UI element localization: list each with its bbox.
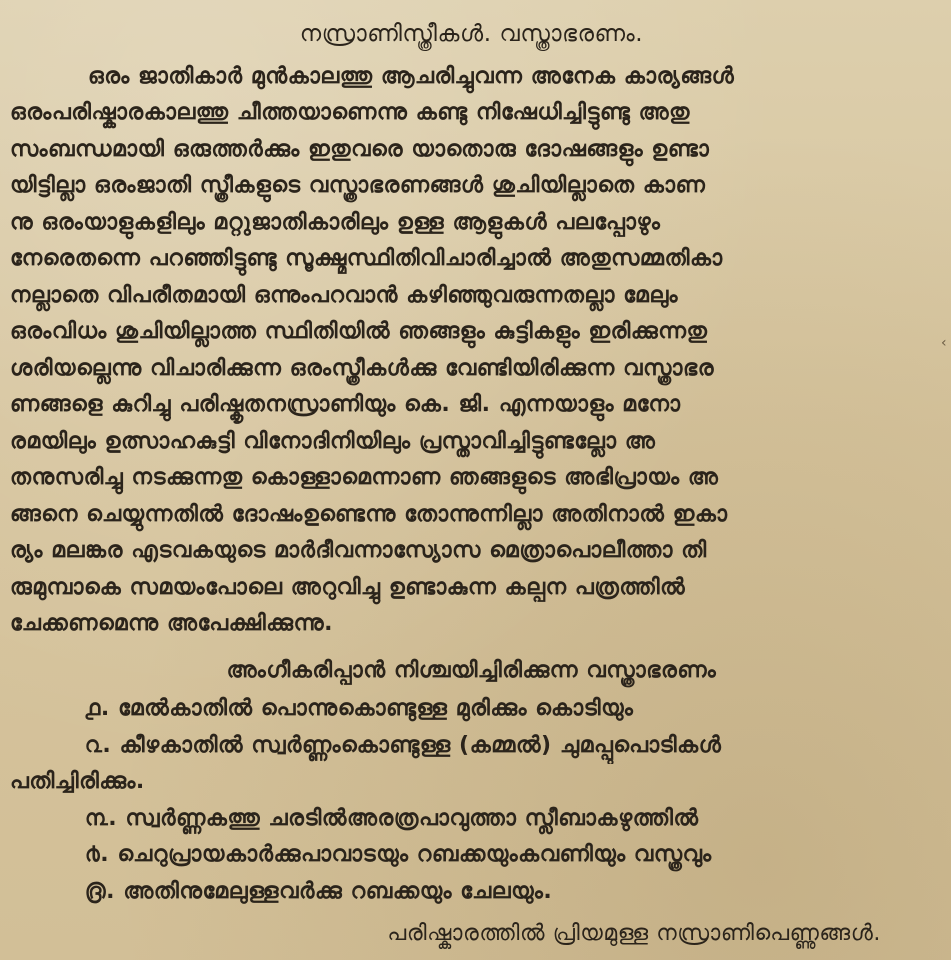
paragraph-line: ഒരംപരിഷ്കാരകാലത്തു ചീത്തയാണെന്നു കണ്ടു നിഷേധിച്ചിട്ടുണ്ടു അതു — [10, 100, 690, 125]
paragraph-line: നു ഒരംയാളുകളിലും മറ്റുജാതികാരിലും ഉള്ള ആളുകൾ പലപ്പോഴും — [10, 209, 661, 235]
document-title: നസ്രാണിസ്ത്രീകൾ. വസ്ത്രാഭരണം. — [299, 21, 644, 47]
list-item-continuation: പതിച്ചിരിക്കും. — [10, 769, 145, 794]
paragraph-line: ങ്ങനെ ചെയ്യുന്നതിൽ ദോഷംഉണ്ടെന്നു തോന്നുന്നില്ലാ അതിനാൽ ഇകാ — [10, 501, 728, 527]
paragraph-line: നല്ലാതെ വിപരീതമായി ഒന്നുംപറവാൻ കഴിഞ്ഞുവരുന്നതല്ലാ മേലും — [10, 282, 679, 308]
main-paragraph — [10, 59, 933, 643]
paragraph-line: രുമുമ്പാകെ സമയംപോലെ അറുവിച്ചു ഉണ്ടാകുന്ന കല്പന പത്രത്തിൽ — [10, 574, 686, 600]
list-item: ൩. സ്വർണ്ണകത്തു ചരടിൽഅരത്രപാവുത്താ സ്ലീബാകഴുത്തിൽ — [85, 805, 699, 831]
paragraph-line: ര്യം മലങ്കര എടവകയുടെ മാർദീവന്നാസ്യോസ മെത്രാപൊലീത്താ തി — [10, 538, 707, 563]
list-item: ൪. ചെറുപ്രായകാർക്കുപാവാടയും റബക്കയുംകവണിയും വസ്ത്രവും — [85, 842, 712, 867]
paragraph-line: ഒരംവിധം ശുചിയില്ലാത്ത സ്ഥിതിയിൽ ഞങ്ങളും കുട്ടികളും ഇരിക്കുന്നതു — [10, 319, 708, 344]
list-item: ൧. മേൽകാതിൽ പൊന്നുകൊണ്ടുള്ള മുരിക്കും കൊടിയും — [85, 696, 634, 721]
paragraph-line: ഒരം ജാതികാർ മുൻകാലത്തു ആചരിച്ചുവന്ന അനേക കാര്യങ്ങൾ — [88, 63, 735, 89]
paragraph-line: നേരെതന്നെ പറഞ്ഞിട്ടുണ്ടു സൂക്ഷ്മസ്ഥിതിവിചാരിച്ചാൽ അതുസമ്മതികാ — [10, 246, 723, 271]
paragraph-line: ചേക്കണമെന്നു അപേക്ഷിക്കുന്നു. — [10, 611, 334, 636]
page-edge-mark-icon: ‹ — [941, 335, 947, 351]
paragraph-line: തനുസരിച്ചു നടക്കുന്നതു കൊള്ളാമെന്നാണ ഞങ്ങളുടെ അഭിപ്രായം അ — [10, 465, 719, 490]
ornament-list — [10, 691, 933, 910]
section-subtitle: അംഗീകരിപ്പാൻ നിശ്ചയിച്ചിരിക്കുന്ന വസ്ത്രാഭരണം — [226, 657, 717, 683]
list-item: ൨. കീഴകാതിൽ സ്വർണ്ണംകൊണ്ടുള്ള (കമ്മൽ) ചുമപ്പുപൊടികൾ — [85, 732, 722, 758]
paragraph-line: സംബന്ധമായി ഒരുത്തർക്കും ഇതുവരെ യാതൊരു ദോഷങ്ങളും ഉണ്ടാ — [10, 136, 710, 162]
list-item: ൫. അതിനുമേലുള്ളവർക്കു റബക്കയും ചേലയും. — [85, 878, 553, 904]
paragraph-line: ണങ്ങളെ കുറിച്ചു പരിഷ്കൃതനസ്രാണിയും കെ. ജി. എന്നയാളും മനോ — [10, 392, 681, 417]
signature-line: പരിഷ്കാരത്തിൽ പ്രിയമുള്ള നസ്രാണിപെണ്ണുങ്ങൾ. — [387, 921, 881, 946]
paragraph-line: രമയിലും ഉത്സാഹകുട്ടി വിനോദിനിയിലും പ്രസ്താവിച്ചിട്ടുണ്ടല്ലോ അ — [10, 428, 656, 454]
paragraph-line: യിട്ടില്ലാ ഒരംജാതി സ്ത്രീകളുടെ വസ്ത്രാഭരണങ്ങൾ ശുചിയില്ലാതെ കാണ — [10, 173, 706, 198]
paragraph-line: ശരിയല്ലെന്നു വിചാരിക്കുന്ന ഒരംസ്ത്രീകൾക്കു വേണ്ടിയിരിക്കുന്ന വസ്ത്രാഭര — [10, 355, 715, 381]
